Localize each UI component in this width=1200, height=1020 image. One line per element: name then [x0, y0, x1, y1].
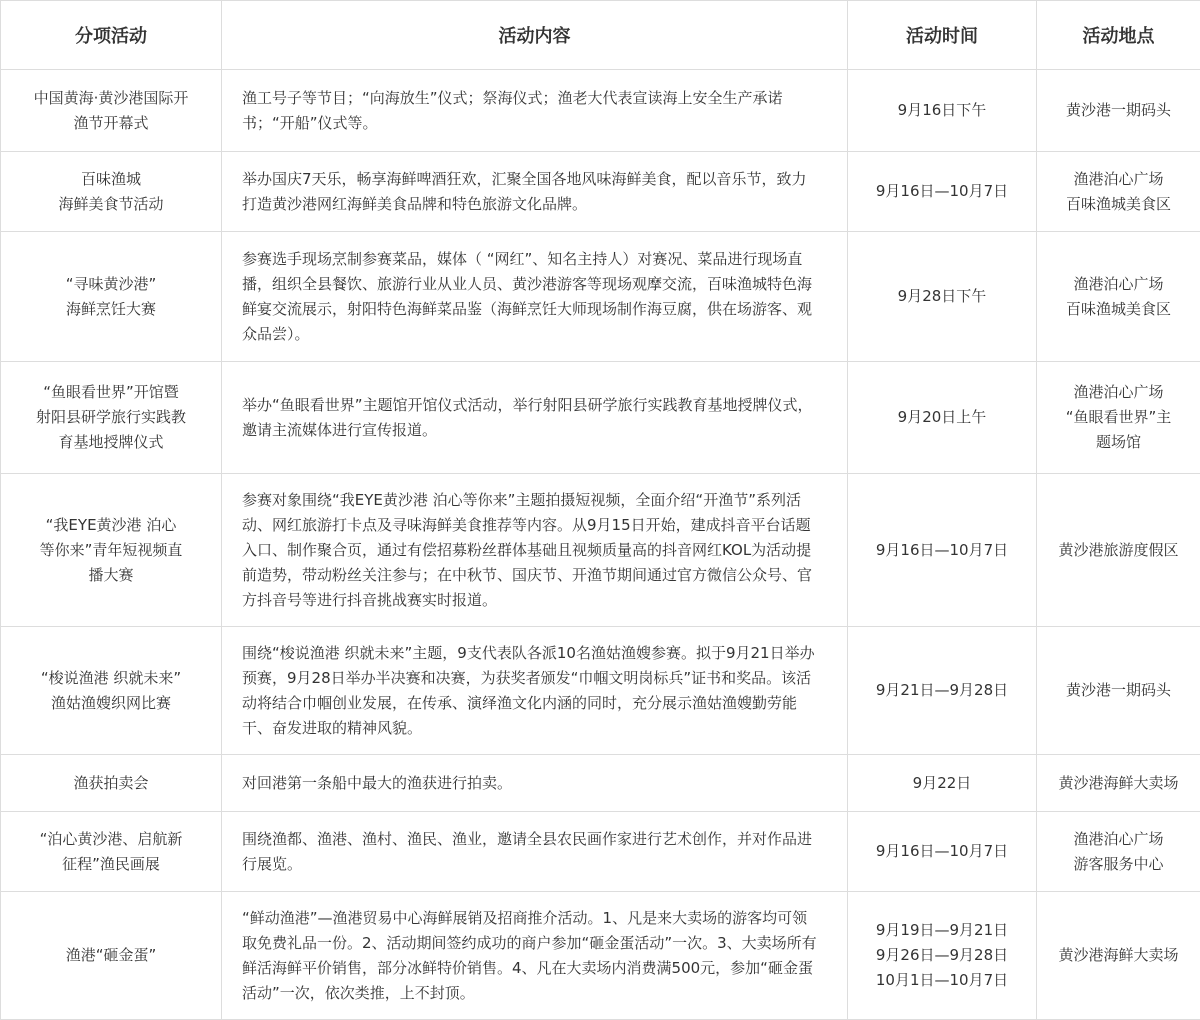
activity-time-cell — [848, 362, 1037, 474]
activity-name-cell — [1, 152, 222, 232]
activity-name-cell-line: 征程”渔民画展 — [62, 854, 160, 873]
table-row — [1, 627, 1200, 755]
activity-name-cell-line: 渔节开幕式 — [73, 113, 149, 132]
activity-place-cell — [1037, 755, 1200, 812]
activity-place-cell-line: 题场馆 — [1095, 433, 1141, 451]
activity-name-cell-line: 播大赛 — [88, 565, 134, 584]
activity-time-cell-line: 9月16日—10月7日 — [875, 842, 1009, 860]
activity-content-cell: 渔工号子等节目；“向海放生”仪式；祭海仪式；渔老大代表宣读海上安全生产承诺书；“开船”仪式等。 — [222, 70, 848, 152]
activity-place-cell-line: 黄沙港一期码头 — [1065, 681, 1171, 699]
activity-name-cell-line: 射阳县研学旅行实践教 — [35, 408, 186, 426]
activity-name-cell — [1, 362, 222, 474]
activity-name-cell-line: 渔获拍卖会 — [73, 773, 149, 792]
table-row — [1, 152, 1200, 232]
activity-time-cell-line: 9月16日下午 — [897, 101, 987, 119]
activity-name-cell-line: 渔姑渔嫂织网比赛 — [50, 693, 171, 712]
table-row — [1, 70, 1200, 152]
activity-name-cell — [1, 892, 222, 1020]
activity-time-cell-line: 10月1日—10月7日 — [875, 971, 1009, 989]
activity-name-cell-line: “寻味黄沙港” — [65, 274, 157, 293]
activity-name-cell — [1, 812, 222, 892]
activity-name-cell — [1, 70, 222, 152]
activity-content-cell: 举办国庆7天乐，畅享海鲜啤酒狂欢，汇聚全国各地风味海鲜美食，配以音乐节，致力打造黄沙港网红海鲜美食品牌和特色旅游文化品牌。 — [222, 152, 848, 232]
activity-time-cell-line: 9月26日—9月28日 — [875, 946, 1009, 964]
activity-content-cell: “鲜动渔港”—渔港贸易中心海鲜展销及招商推介活动。1、凡是来大卖场的游客均可领取免费礼品一份。2、活动期间签约成功的商户参加“砸金蛋活动”一次。3、大卖场所有鲜活海鲜平价销售，部分冰鲜特价销售。4、凡在大卖场内消费满500元，参加“砸金蛋活动”一次，依次类推，上不封顶。 — [222, 892, 848, 1020]
header-activity-name: 分项活动 — [1, 1, 222, 70]
activity-place-cell-line: 百味渔城美食区 — [1065, 299, 1171, 318]
activity-place-cell-line: 渔港泊心广场 — [1073, 383, 1164, 401]
activity-content-cell: 对回港第一条船中最大的渔获进行拍卖。 — [222, 755, 848, 812]
activity-place-cell — [1037, 627, 1200, 755]
table-row — [1, 232, 1200, 362]
activity-time-cell — [848, 812, 1037, 892]
activity-time-cell — [848, 627, 1037, 755]
activity-place-cell — [1037, 362, 1200, 474]
activity-time-cell-line: 9月16日—10月7日 — [875, 182, 1009, 200]
activity-place-cell-line: 渔港泊心广场 — [1073, 829, 1164, 848]
activity-name-cell-line: “鱼眼看世界”开馆暨 — [43, 383, 179, 401]
activity-place-cell-line: “鱼眼看世界”主 — [1065, 408, 1172, 426]
activity-place-cell-line: 游客服务中心 — [1073, 854, 1164, 873]
table-header-row — [1, 1, 1200, 70]
activity-place-cell-line: 渔港泊心广场 — [1073, 274, 1164, 293]
activity-time-cell-line: 9月21日—9月28日 — [875, 681, 1009, 699]
header-activity-content: 活动内容 — [222, 1, 848, 70]
activity-time-cell — [848, 474, 1037, 627]
activity-time-cell — [848, 892, 1037, 1020]
table-row — [1, 362, 1200, 474]
activity-name-cell-line: 海鲜烹饪大赛 — [65, 299, 156, 318]
activity-place-cell — [1037, 474, 1200, 627]
activity-name-cell-line: “梭说渔港 织就未来” — [40, 668, 182, 687]
activity-name-cell — [1, 232, 222, 362]
activity-place-cell-line: 黄沙港海鲜大卖场 — [1058, 946, 1179, 964]
activity-place-cell-line: 百味渔城美食区 — [1065, 194, 1171, 213]
activity-place-cell-line: 渔港泊心广场 — [1073, 169, 1164, 188]
activity-time-cell-line: 9月22日 — [912, 773, 972, 792]
activity-name-cell-line: 中国黄海·黄沙港国际开 — [33, 88, 189, 107]
table-row — [1, 755, 1200, 812]
activity-name-cell — [1, 627, 222, 755]
activity-name-cell — [1, 755, 222, 812]
activity-place-cell — [1037, 152, 1200, 232]
activity-name-cell-line: 等你来”青年短视频直 — [39, 540, 183, 559]
activity-time-cell-line: 9月16日—10月7日 — [875, 540, 1009, 559]
activity-place-cell — [1037, 232, 1200, 362]
activity-content-cell: 参赛对象围绕“我EYE黄沙港 泊心等你来”主题拍摄短视频，全面介绍“开渔节”系列活动、网红旅游打卡点及寻味海鲜美食推荐等内容。从9月15日开始，建成抖音平台话题入口、制作聚合页，通过有偿招募粉丝群体基础且视频质量高的抖音网红KOL为活动提前造势，带动粉丝关注参与；在中秋节、国庆节、开渔节期间通过官方微信公众号、官方抖音号等进行抖音挑战赛实时报道。 — [222, 474, 848, 627]
activity-time-cell-line: 9月20日上午 — [897, 408, 987, 426]
activity-name-cell-line: 百味渔城 — [80, 169, 141, 188]
activity-place-cell-line: 黄沙港一期码头 — [1065, 101, 1171, 119]
header-activity-place: 活动地点 — [1037, 1, 1200, 70]
activity-time-cell — [848, 70, 1037, 152]
activity-place-cell — [1037, 70, 1200, 152]
activity-name-cell-line: “我EYE黄沙港 泊心 — [45, 515, 177, 534]
activity-time-cell — [848, 755, 1037, 812]
activity-name-cell — [1, 474, 222, 627]
activity-name-cell-line: “泊心黄沙港、启航新 — [39, 829, 183, 848]
header-activity-time: 活动时间 — [848, 1, 1037, 70]
activity-time-cell-line: 9月28日下午 — [897, 287, 987, 305]
activity-time-cell — [848, 152, 1037, 232]
activity-time-cell — [848, 232, 1037, 362]
activity-content-cell: 围绕渔都、渔港、渔村、渔民、渔业，邀请全县农民画作家进行艺术创作，并对作品进行展览。 — [222, 812, 848, 892]
table-body — [1, 70, 1200, 1020]
activity-place-cell-line: 黄沙港旅游度假区 — [1058, 540, 1179, 559]
table-row — [1, 474, 1200, 627]
activity-place-cell — [1037, 892, 1200, 1020]
table-row — [1, 892, 1200, 1020]
activity-name-cell-line: 育基地授牌仪式 — [58, 433, 164, 451]
activity-content-cell: 围绕“梭说渔港 织就未来”主题，9支代表队各派10名渔姑渔嫂参赛。拟于9月21日举办预赛，9月28日举办半决赛和决赛，为获奖者颁发“巾帼文明岗标兵”证书和奖品。该活动将结合巾帼创业发展，在传承、演绎渔文化内涵的同时，充分展示渔姑渔嫂勤劳能干、奋发进取的精神风貌。 — [222, 627, 848, 755]
activity-content-cell: 举办“鱼眼看世界”主题馆开馆仪式活动，举行射阳县研学旅行实践教育基地授牌仪式，邀请主流媒体进行宣传报道。 — [222, 362, 848, 474]
activity-name-cell-line: 渔港“砸金蛋” — [65, 946, 157, 964]
activity-place-cell — [1037, 812, 1200, 892]
activity-place-cell-line: 黄沙港海鲜大卖场 — [1058, 773, 1179, 792]
activity-name-cell-line: 海鲜美食节活动 — [58, 194, 164, 213]
activity-content-cell: 参赛选手现场烹制参赛菜品，媒体（ “网红”、知名主持人）对赛况、菜品进行现场直播，组织全县餐饮、旅游行业从业人员、黄沙港游客等现场观摩交流，百味渔城特色海鲜宴交流展示，射阳特色海鲜菜品鉴（海鲜烹饪大师现场制作海豆腐，供在场游客、观众品尝）。 — [222, 232, 848, 362]
activity-time-cell-line: 9月19日—9月21日 — [875, 921, 1009, 939]
table-row — [1, 812, 1200, 892]
